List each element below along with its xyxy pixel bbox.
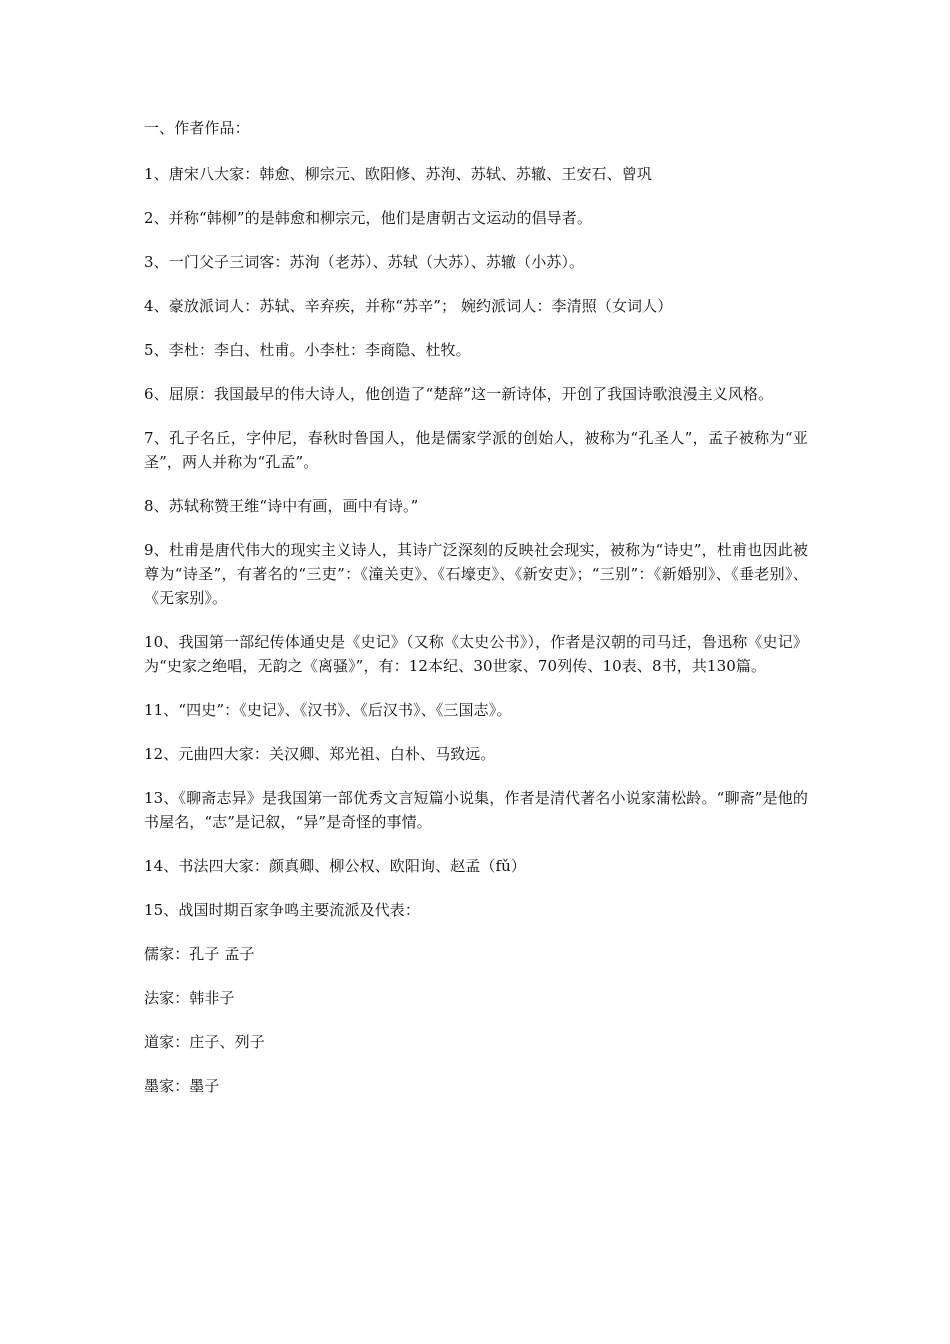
paragraph-8: 8、苏轼称赞王维“诗中有画，画中有诗。” [144,497,419,515]
school-taoist: 道家：庄子、列子 [144,1033,265,1051]
paragraph-10: 10、我国第一部纪传体通史是《史记》（又称《太史公书》），作者是汉朝的司马迁，鲁迅称《史记》为“史家之绝唱，无韵之《离骚》”，有：12本纪、30世家、70列传、10表、8书，共130篇。 [144,633,808,675]
paragraph-5: 5、李杜：李白、杜甫。小李杜：李商隐、杜牧。 [144,341,471,359]
section-heading: 一、作者作品： [144,119,250,137]
paragraph-1: 1、唐宋八大家：韩愈、柳宗元、欧阳修、苏洵、苏轼、苏辙、王安石、曾巩 [144,165,652,183]
school-confucian: 儒家：孔子 孟子 [144,945,255,963]
paragraph-3: 3、一门父子三词客：苏洵（老苏）、苏轼（大苏）、苏辙（小苏）。 [144,253,585,271]
paragraph-15: 15、战国时期百家争鸣主要流派及代表： [144,901,420,919]
paragraph-7: 7、孔子名丘，字仲尼，春秋时鲁国人，他是儒家学派的创始人，被称为“孔圣人”，孟子被称为“亚圣”，两人并称为“孔孟”。 [144,429,808,471]
school-mohist: 墨家：墨子 [144,1077,220,1095]
paragraph-6: 6、屈原：我国最早的伟大诗人，他创造了“楚辞”这一新诗体，开创了我国诗歌浪漫主义风格。 [144,385,774,403]
document-body [144,116,808,1118]
paragraph-13: 13、《聊斋志异》是我国第一部优秀文言短篇小说集，作者是清代著名小说家蒲松龄。“聊斋”是他的书屋名，“志”是记叙，“异”是奇怪的事情。 [144,789,808,831]
paragraph-11: 11、“四史”：《史记》、《汉书》、《后汉书》、《三国志》。 [144,701,512,719]
paragraph-9: 9、杜甫是唐代伟大的现实主义诗人，其诗广泛深刻的反映社会现实，被称为“诗史”，杜甫也因此被尊为“诗圣”，有著名的“三吏”：《潼关吏》、《石壕吏》、《新安吏》；“三别”：《新婚别》、《垂老别》、《无家别》。 [144,541,808,607]
paragraph-14: 14、书法四大家：颜真卿、柳公权、欧阳询、赵孟（fǔ） [144,857,527,875]
paragraph-4: 4、豪放派词人：苏轼、辛弃疾，并称“苏辛”； 婉约派词人：李清照（女词人） [144,297,673,315]
school-legalist: 法家：韩非子 [144,989,235,1007]
paragraph-12: 12、元曲四大家：关汉卿、郑光祖、白朴、马致远。 [144,745,496,763]
paragraph-2: 2、并称“韩柳”的是韩愈和柳宗元，他们是唐朝古文运动的倡导者。 [144,209,592,227]
